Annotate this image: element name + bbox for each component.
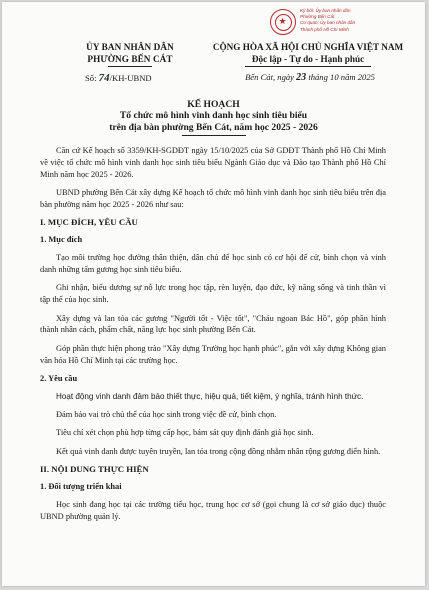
divider (182, 135, 246, 136)
paragraph: Tiêu chí xét chọn phù hợp từng cấp học, bám sát quy định đánh giá học sinh. (56, 428, 314, 438)
paragraph: Ghi nhận, biểu dương sự nỗ lực trong học tập, rèn luyện, đạo đức, kỹ năng sống và tinh thần vì tập thể của học sinh. (40, 283, 386, 305)
paragraph: Căn cứ Kế hoạch số 3359/KH-SGDĐT ngày 15/10/2025 của Sở GDĐT Thành phố Hồ Chí Minh về việc tổ chức mô hình vinh danh học sinh tiêu biểu Ngành Giáo dục và Đào tạo Thành phố Hồ Chí Minh năm học 2025 - 2026. (40, 146, 386, 179)
date-suffix: tháng 10 năm 2025 (308, 72, 375, 82)
issuing-agency (60, 42, 200, 67)
agency-line-1: ỦY BAN NHÂN DÂN (86, 42, 174, 52)
paragraph: Tạo môi trường học đường thân thiện, dân chủ để học sinh có cơ hội để cử, bình chọn và vinh danh những tấm gương học sinh tiêu biểu. (40, 253, 386, 274)
seal-icon (270, 9, 296, 35)
doc-number-value: 74 (98, 72, 110, 84)
section-heading: I. MỤC ĐÍCH, YÊU CẦU (40, 217, 138, 228)
paragraph: UBND phường Bến Cát xây dựng Kế hoạch tổ chức mô hình vinh danh học sinh tiêu biểu trên địa bàn phường năm học 2025 - 2026 như sau: (40, 187, 386, 209)
motto-line: Độc lập - Tự do - Hạnh phúc (251, 53, 365, 64)
paragraph: Kết quả vinh danh được tuyên truyền, lan tỏa trong cộng đồng nhằm nhân rộng gương điển hình. (56, 446, 381, 456)
paragraph: Hoạt động vinh danh đảm bảo thiết thực, hiệu quả, tiết kiệm, ý nghĩa, tránh hình thức. (56, 391, 364, 401)
signature-line: Phường Bến Cát (300, 14, 335, 20)
national-motto (198, 42, 418, 67)
paragraph: Đảm bảo vai trò chủ thể của học sinh trong việc đề cử, bình chọn. (56, 410, 277, 420)
paragraph: Góp phần thực hiện phong trào "Xây dựng Trường học hạnh phúc", gắn với xây dựng Không gian văn hóa Hồ Chí Minh tại các trường học. (40, 343, 386, 365)
title-line-3: trên địa bàn phường Bến Cát, năm học 2025 - 2026 (109, 121, 318, 133)
document-title (42, 99, 385, 136)
country-name: CỘNG HÒA XÃ HỘI CHỦ NGHĨA VIỆT NAM (212, 42, 404, 52)
divider (245, 66, 371, 67)
signature-text (300, 8, 425, 33)
doc-number-label: Số: (85, 73, 97, 83)
digital-signature-stamp (270, 8, 425, 38)
divider (108, 66, 152, 67)
document-page (2, 2, 425, 586)
document-body (40, 145, 386, 529)
date-prefix: Bến Cát, ngày (245, 72, 294, 82)
paragraph: Học sinh đang học tại các trường tiểu học, trung học cơ sở (gọi chung là cơ sở giáo dục) thuộc UBND phường quản lý. (40, 500, 386, 522)
section-heading: II. NỘI DUNG THỰC HIỆN (40, 464, 149, 475)
signature-line: Ký bởi: Ủy ban nhân dân (300, 8, 351, 13)
title-line-2: Tổ chức mô hình vinh danh học sinh tiêu biểu (119, 110, 308, 122)
issue-date (202, 72, 418, 83)
subsection-heading: 1. Mục đích (40, 235, 83, 245)
agency-line-2: PHƯỜNG BẾN CÁT (87, 53, 173, 64)
subsection-heading: 1. Đối tượng triển khai (40, 482, 122, 492)
paragraph: Xây dựng và lan tỏa các gương "Người tốt - Việc tốt", "Cháu ngoan Bác Hồ", góp phần hình thành nhân cách, phẩm chất, năng lực học sinh phường Bến Cát. (40, 313, 386, 335)
subsection-heading: 2. Yêu cầu (40, 373, 78, 383)
date-day: 23 (296, 72, 307, 83)
signature-line: Thành phố Hồ Chí Minh (300, 26, 349, 32)
doc-number-suffix: /KH-UBND (109, 73, 152, 83)
title-line-1: KẾ HOẠCH (187, 99, 240, 110)
signature-line: Cơ quan: Ủy ban nhân dân (300, 20, 356, 26)
document-number (85, 72, 152, 84)
